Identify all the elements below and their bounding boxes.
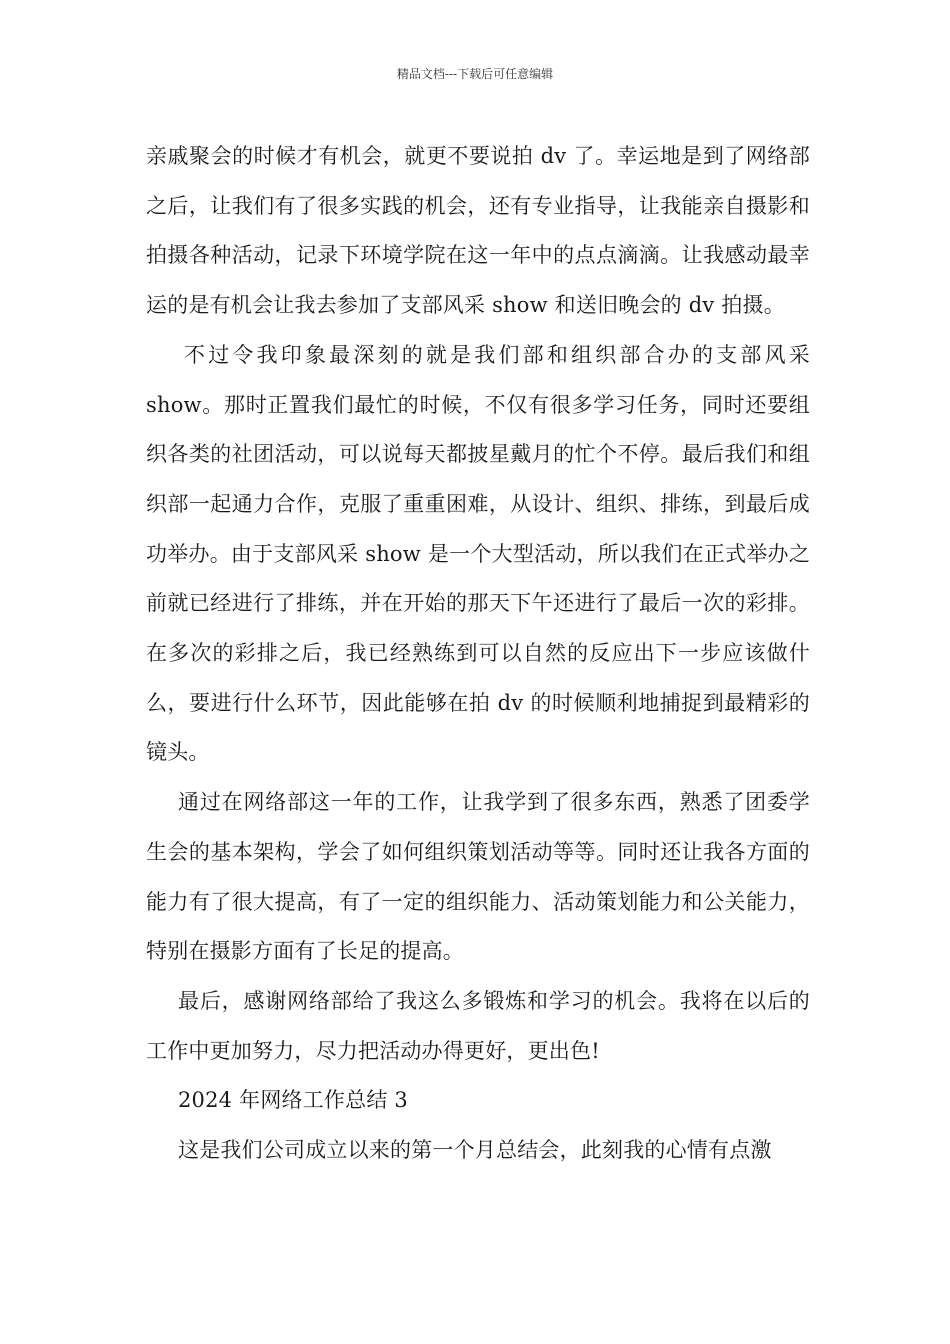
paragraph-thanks: 最后，感谢网络部给了我这么多锻炼和学习的机会。我将在以后的工作中更加努力，尽力把活动办得更好，更出色! xyxy=(146,988,810,1063)
page-header: 精品文档---下载后可任意编辑 xyxy=(396,67,554,81)
document-body xyxy=(146,132,810,1176)
paragraph-summary-start: 这是我们公司成立以来的第一个月总结会，此刻我的心情有点激 xyxy=(178,1138,772,1163)
paragraph-continued: 亲戚聚会的时候才有机会，就更不要说拍 dv 了。幸运地是到了网络部之后，让我们有了很多实践的机会，还有专业指导，让我能亲自摄影和拍摄各种活动，记录下环境学院在这一年中的点点滴滴。让我感动最幸运的是有机会让我去参加了支部风采 show 和送旧晚会的 dv 拍摄。 xyxy=(146,144,810,318)
paragraph-learning: 通过在网络部这一年的工作，让我学到了很多东西，熟悉了团委学生会的基本架构，学会了如何组织策划活动等等。同时还让我各方面的能力有了很大提高，有了一定的组织能力、活动策划能力和公关能力，特别在摄影方面有了长足的提高。 xyxy=(146,790,810,964)
section-heading: 2024 年网络工作总结 3 xyxy=(178,1088,408,1113)
paragraph-support-show: 不过令我印象最深刻的就是我们部和组织部合办的支部风采 show。那时正置我们最忙的时候，不仅有很多学习任务，同时还要组织各类的社团活动，可以说每天都披星戴月的忙个不停。最后我们和组织部一起通力合作，克服了重重困难，从设计、组织、排练，到最后成功举办。由于支部风采 show 是一个大型活动，所以我们在正式举办之前就已经进行了排练，并在开始的那天下午还进行了最后一次的彩排。在多次的彩排之后，我已经熟练到可以自然的反应出下一步应该做什么，要进行什么环节，因此能够在拍 dv 的时候顺利地捕捉到最精彩的镜头。 xyxy=(146,342,810,765)
